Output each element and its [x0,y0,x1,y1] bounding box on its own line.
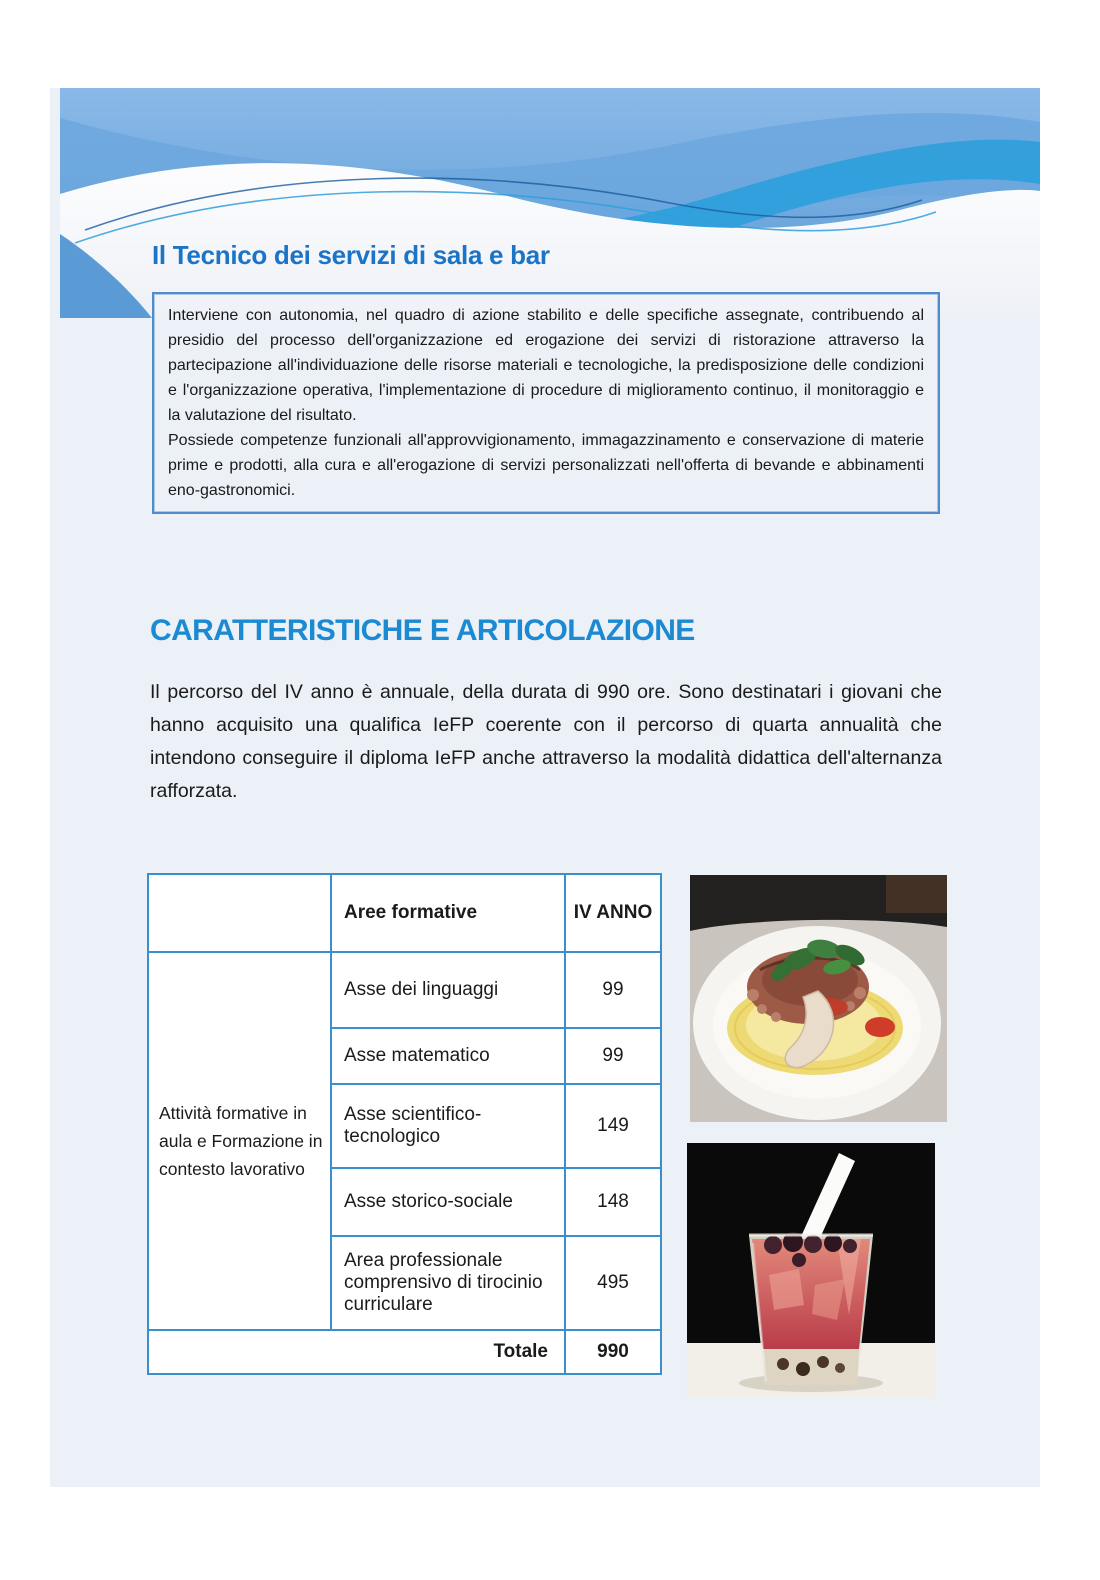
area-cell: Area professionale comprensivo di tirocinio curriculare [331,1236,565,1330]
profile-description-box [152,292,940,514]
octopus-dish-photo [690,875,947,1122]
berry [824,1234,842,1252]
cocktail-art [687,1143,935,1397]
tentacle-sucker [747,989,759,1001]
muddled-berry [796,1362,810,1376]
profile-paragraph-1: Interviene con autonomia, nel quadro di azione stabilito e delle specifiche assegnate, contribuendo al presidio del processo dell'organizzazione ed erogazione dei servizi di ristorazione attraverso la partecipazione all'individuazione delle risorse materiali e tecnologiche, la predisposizione delle condizioni e l'organizzazione operativa, l'implementazione di procedure di miglioramento continuo, il monitoraggio e la valutazione del risultato. [168,307,924,424]
column-header-iv-anno: IV ANNO [565,874,661,952]
table-header-row [148,874,661,952]
berry [804,1235,822,1253]
background-object [886,875,947,913]
column-header-aree-formative: Aree formative [331,874,565,952]
berry [792,1253,806,1267]
tentacle-sucker [757,1004,767,1014]
berry [843,1239,857,1253]
area-cell: Asse storico-sociale [331,1168,565,1236]
tentacle-sucker [771,1012,781,1022]
muddled-berry [817,1356,829,1368]
hours-cell: 149 [565,1084,661,1168]
muddled-berry [835,1363,845,1373]
page-title: Il Tecnico dei servizi di sala e bar [152,240,550,270]
tentacle-sucker [854,987,866,999]
area-cell: Asse dei linguaggi [331,952,565,1028]
hours-cell: 99 [565,952,661,1028]
cocktail-photo [687,1143,935,1397]
profile-paragraph-2: Possiede competenze funzionali all'approvvigionamento, immagazzinamento e conservazione di materie prime e prodotti, alla cura e all'erogazione di servizi personalizzati nell'offerta di bevande e abbinamenti eno-gastronomici. [168,432,924,499]
header-wave-graphic [60,88,1040,318]
hours-cell: 148 [565,1168,661,1236]
area-cell: Asse scientifico-tecnologico [331,1084,565,1168]
table-corner-cell [148,874,331,952]
total-label: Totale [148,1330,565,1374]
wave-art [60,88,1040,318]
area-cell: Asse matematico [331,1028,565,1084]
table-total-row [148,1330,661,1374]
hours-cell: 99 [565,1028,661,1084]
hours-table [147,873,662,1375]
total-value: 990 [565,1330,661,1374]
sheet-content-area [50,88,1040,1487]
row-group-label: Attività formative in aula e Formazione in contesto lavorativo [148,952,331,1330]
section-body-paragraph: Il percorso del IV anno è annuale, della durata di 990 ore. Sono destinatari i giovani che hanno acquisito una qualifica IeFP coerente con il percorso di quarta annualità che intendono conseguire il diploma IeFP anche attraverso la modalità didattica dell'alternanza rafforzata. [150,681,942,802]
tomato-sauce-dot [865,1017,895,1037]
muddled-berry [777,1358,789,1370]
hours-cell: 495 [565,1236,661,1330]
ice-cube [769,1269,804,1310]
section-heading: CARATTERISTICHE E ARTICOLAZIONE [150,614,695,647]
table-row [148,952,661,1028]
octopus-dish-art [690,875,947,1122]
berry [764,1236,782,1254]
